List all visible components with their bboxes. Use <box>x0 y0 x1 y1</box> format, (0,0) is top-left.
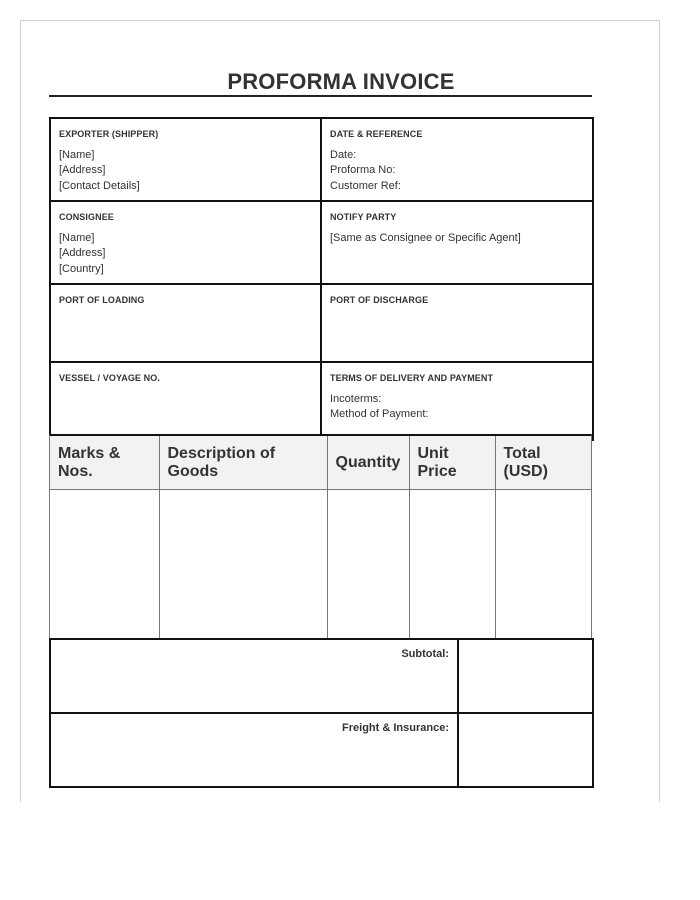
header-unit-price: Unit Price <box>409 436 495 490</box>
terms-label: TERMS OF DELIVERY AND PAYMENT <box>330 373 494 383</box>
consignee-address[interactable]: [Address] <box>59 247 106 259</box>
freight-insurance-value-field[interactable] <box>458 713 593 787</box>
table-row <box>50 490 591 641</box>
parties-grid <box>49 117 594 441</box>
items-table-frame <box>49 434 592 639</box>
subtotal-value-field[interactable] <box>458 639 593 713</box>
notify-party-value[interactable]: [Same as Consignee or Specific Agent] <box>330 231 521 244</box>
date-reference-label: DATE & REFERENCE <box>330 129 423 139</box>
cell-description[interactable] <box>159 490 327 641</box>
exporter-address[interactable]: [Address] <box>59 164 106 176</box>
consignee-name[interactable]: [Name] <box>59 231 95 244</box>
header-quantity: Quantity <box>327 436 409 490</box>
port-of-loading-label: PORT OF LOADING <box>59 295 145 305</box>
consignee-section <box>50 201 321 284</box>
port-of-discharge-label: PORT OF DISCHARGE <box>330 295 429 305</box>
cell-unit-price[interactable] <box>409 490 495 641</box>
port-of-loading-section[interactable] <box>50 284 321 362</box>
exporter-name[interactable]: [Name] <box>59 148 95 161</box>
exporter-label: EXPORTER (SHIPPER) <box>59 129 159 139</box>
date-reference-section <box>321 118 593 201</box>
customer-ref-field[interactable]: Customer Ref: <box>330 179 401 192</box>
freight-insurance-label: Freight & Insurance: <box>50 713 458 787</box>
terms-section <box>321 362 593 440</box>
items-table <box>50 436 591 640</box>
notify-party-section <box>321 201 593 284</box>
vessel-section[interactable] <box>50 362 321 440</box>
proforma-number-field[interactable]: Proforma No: <box>330 164 396 176</box>
totals-table <box>49 638 594 788</box>
cell-quantity[interactable] <box>327 490 409 641</box>
notify-party-label: NOTIFY PARTY <box>330 212 397 222</box>
document-title: PROFORMA INVOICE <box>227 69 455 94</box>
consignee-country[interactable]: [Country] <box>59 262 104 275</box>
vessel-label: VESSEL / VOYAGE NO. <box>59 373 160 383</box>
header-marks-nos: Marks & Nos. <box>50 436 159 490</box>
exporter-contact[interactable]: [Contact Details] <box>59 179 140 192</box>
title-divider <box>49 95 592 97</box>
cell-total-usd[interactable] <box>495 490 591 641</box>
consignee-label: CONSIGNEE <box>59 212 114 222</box>
header-description: Description of Goods <box>159 436 327 490</box>
date-field[interactable]: Date: <box>330 148 357 161</box>
incoterms-field[interactable]: Incoterms: <box>330 392 382 405</box>
payment-method-field[interactable]: Method of Payment: <box>330 408 429 420</box>
page-bottom-mask <box>0 802 700 900</box>
cell-marks-nos[interactable] <box>50 490 159 641</box>
exporter-section <box>50 118 321 201</box>
header-total-usd: Total (USD) <box>495 436 591 490</box>
subtotal-label: Subtotal: <box>50 639 458 713</box>
port-of-discharge-section[interactable] <box>321 284 593 362</box>
